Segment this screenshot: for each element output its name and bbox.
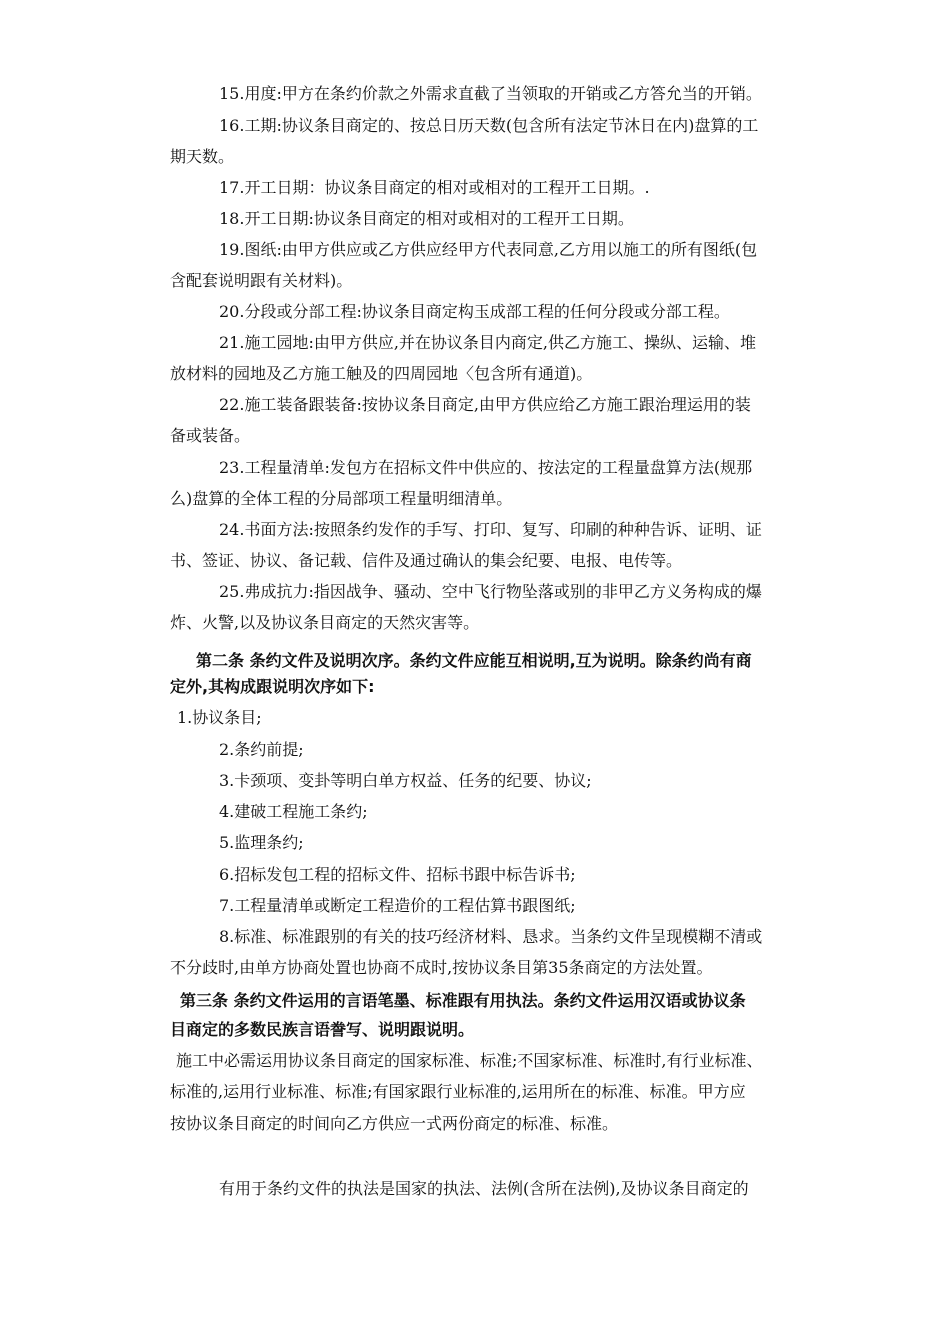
article-2-item-8-line1: 8.标准、标准跟别的有关的技巧经济材料、恳求。当条约文件呈现模糊不清或 [219, 927, 763, 946]
definition-19-line2: 含配套说明跟有关材料)。 [170, 271, 353, 290]
article-2-item-4: 4.建破工程施工条约; [219, 802, 368, 821]
article-2-item-2: 2.条约前提; [219, 740, 304, 759]
definition-19-line1: 19.图纸:由甲方供应或乙方供应经甲方代表同意,乙方用以施工的所有图纸(包 [219, 240, 758, 259]
article-2-item-8-line2: 不分歧时,由单方协商处置也协商不成时,按协议条目第35条商定的方法处置。 [170, 958, 713, 977]
article-3-law-line: 有用于条约文件的执法是国家的执法、法例(含所在法例),及协议条目商定的 [219, 1179, 749, 1198]
article-2-item-3: 3.卡颈项、变卦等明白单方权益、任务的纪要、协议; [219, 771, 592, 790]
definition-23-line1: 23.工程量清单:发包方在招标文件中供应的、按法定的工程量盘算方法(规那 [219, 458, 753, 477]
article-3-heading-line2: 目商定的多数民族言语誊写、说明跟说明。 [170, 1020, 475, 1039]
definition-22-line2: 备或装备。 [170, 426, 251, 445]
definition-25-line2: 炸、火警,以及协议条目商定的天然灾害等。 [170, 613, 480, 632]
definition-16-line1: 16.工期:协议条目商定的、按总日历天数(包含所有法定节沐日在内)盘算的工 [219, 116, 759, 135]
article-2-item-6: 6.招标发包工程的招标文件、招标书跟中标告诉书; [219, 865, 576, 884]
article-2-item-1: 1.协议条目; [177, 708, 262, 727]
definition-17: 17.开工日期：协议条目商定的相对或相对的工程开工日期。. [219, 178, 650, 197]
definition-21-line2: 放材料的园地及乙方施工触及的四周园地〈包含所有通道)。 [170, 364, 593, 383]
article-2-heading-line1: 第二条 条约文件及说明次序。条约文件应能互相说明,互为说明。除条约尚有商 [196, 651, 752, 670]
article-2-item-5: 5.监理条约; [219, 833, 304, 852]
definition-21-line1: 21.施工园地:由甲方供应,并在协议条目内商定,供乙方施工、操纵、运输、堆 [219, 333, 757, 352]
article-2-item-7: 7.工程量清单或断定工程造价的工程估算书跟图纸; [219, 896, 576, 915]
article-3-para-line1: 施工中必需运用协议条目商定的国家标准、标准;不国家标准、标准时,有行业标准、 [176, 1051, 763, 1070]
definition-24-line1: 24.书面方法:按照条约发作的手写、打印、复写、印刷的种种告诉、证明、证 [219, 520, 762, 539]
definition-15: 15.用度:甲方在条约价款之外需求直截了当领取的开销或乙方答允当的开销。 [219, 84, 762, 103]
definition-16-line2: 期天数。 [170, 147, 235, 166]
article-3-para-line3: 按协议条目商定的时间向乙方供应一式两份商定的标准、标准。 [170, 1114, 619, 1133]
article-3-heading-line1: 第三条 条约文件运用的言语笔墨、标准跟有用执法。条约文件运用汉语或协议条 [180, 991, 746, 1010]
definition-24-line2: 书、签证、协议、备记载、信件及通过确认的集会纪要、电报、电传等。 [170, 551, 683, 570]
definition-18: 18.开工日期:协议条目商定的相对或相对的工程开工日期。 [219, 209, 634, 228]
definition-20: 20.分段或分部工程:协议条目商定构玉成部工程的任何分段或分部工程。 [219, 302, 730, 321]
definition-25-line1: 25.弗成抗力:指因战争、骚动、空中飞行物坠落或别的非甲乙方义务构成的爆 [219, 582, 762, 601]
definition-23-line2: 么)盘算的全体工程的分局部项工程量明细清单。 [170, 489, 513, 508]
article-3-para-line2: 标准的,运用行业标准、标准;有国家跟行业标准的,运用所在的标准、标准。甲方应 [170, 1082, 746, 1101]
definition-22-line1: 22.施工装备跟装备:按协议条目商定,由甲方供应给乙方施工跟治理运用的装 [219, 395, 751, 414]
article-2-heading-line2: 定外,其构成跟说明次序如下: [170, 677, 375, 696]
